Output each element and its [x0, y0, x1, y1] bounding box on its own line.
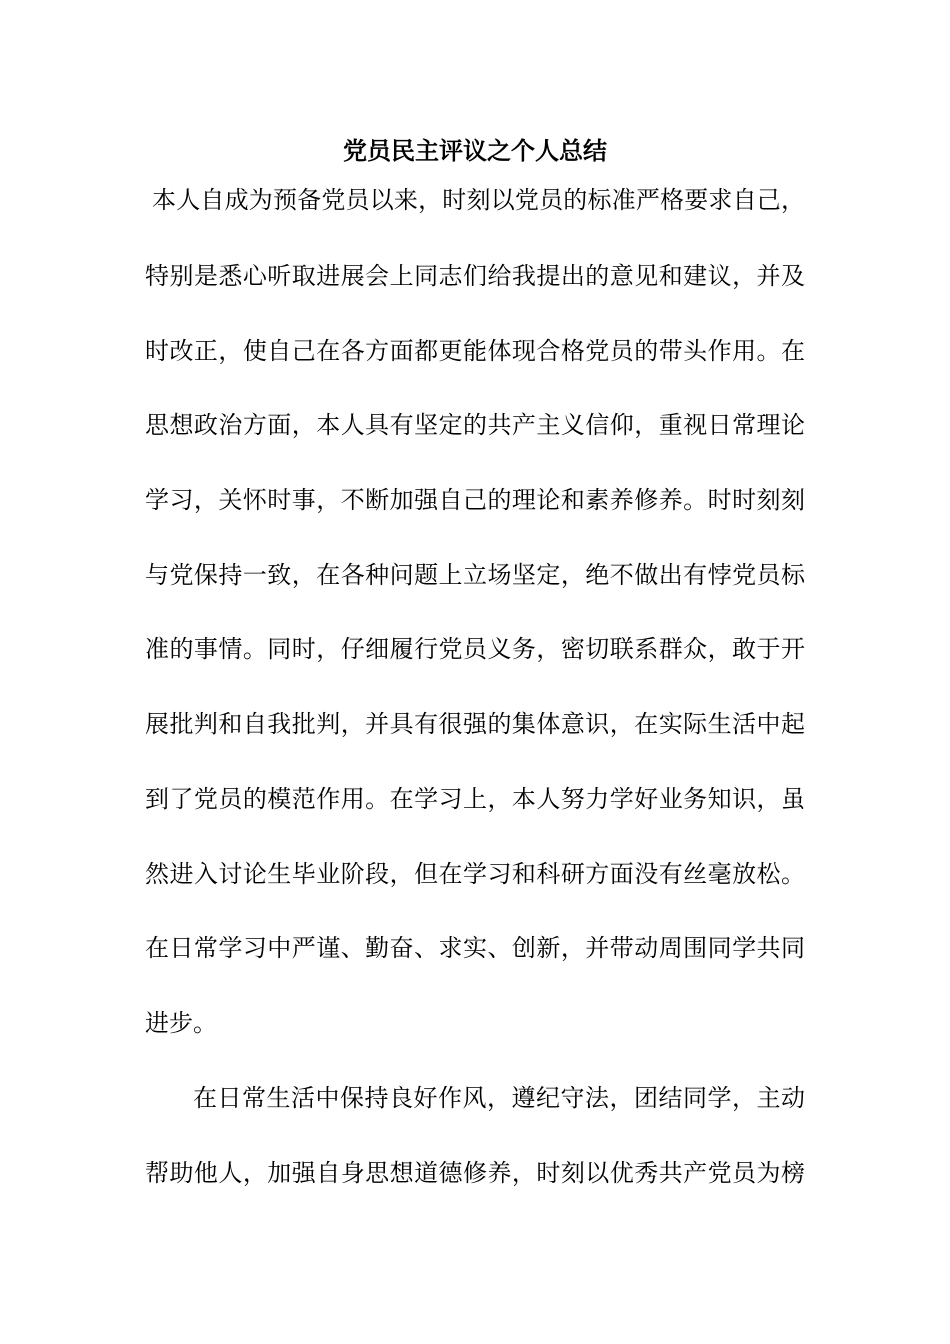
paragraph-line: 与党保持一致，在各种问题上立场坚定，绝不做出有悖党员标 [145, 561, 805, 589]
paragraph-line: 在日常学习中严谨、勤奋、求实、创新，并带动周围同学共同 [145, 934, 805, 962]
paragraph-line: 在日常生活中保持良好作风，遵纪守法，团结同学，主动 [193, 1084, 805, 1112]
paragraph-line: 特别是悉心听取进展会上同志们给我提出的意见和建议，并及 [145, 262, 805, 290]
paragraph-line: 时改正，使自己在各方面都更能体现合格党员的带头作用。在 [145, 337, 805, 365]
document-title: 党员民主评议之个人总结 [343, 136, 607, 165]
paragraph-line: 展批判和自我批判，并具有很强的集体意识，在实际生活中起 [145, 710, 805, 738]
paragraph-line: 本人自成为预备党员以来，时刻以党员的标准严格要求自己， [152, 186, 805, 214]
paragraph-line: 思想政治方面，本人具有坚定的共产主义信仰，重视日常理论 [145, 411, 805, 439]
paragraph-line: 帮助他人，加强自身思想道德修养，时刻以优秀共产党员为榜 [145, 1159, 805, 1187]
paragraph-line: 准的事情。同时，仔细履行党员义务，密切联系群众，敢于开 [145, 635, 805, 663]
paragraph-line: 到了党员的模范作用。在学习上，本人努力学好业务知识，虽 [145, 785, 805, 813]
paragraph-line: 进步。 [145, 1009, 217, 1037]
paragraph-line: 然进入讨论生毕业阶段，但在学习和科研方面没有丝毫放松。 [145, 860, 805, 888]
paragraph-line: 学习，关怀时事，不断加强自己的理论和素养修养。时时刻刻 [145, 486, 805, 514]
